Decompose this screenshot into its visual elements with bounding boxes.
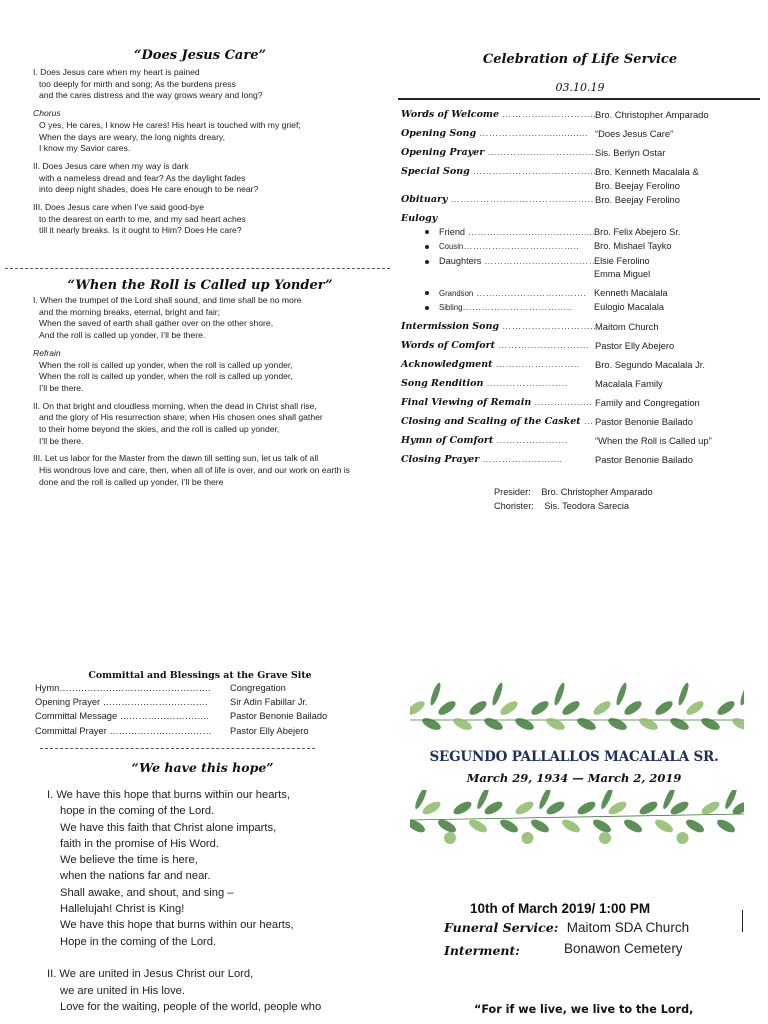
program-item-label: Hymn of Comfort [401, 434, 494, 446]
program-item-label: Song Rendition [401, 377, 484, 389]
eulogy-who: Grandson [439, 288, 474, 298]
committal-row [35, 725, 309, 736]
fern-icon [429, 682, 443, 707]
leaf-icon [591, 699, 613, 718]
committal-person: Pastor Benonie Bailado [230, 711, 328, 722]
program-item-value: Pastor Benonie Bailado [595, 453, 693, 465]
leader-dots: …………………. [493, 434, 568, 446]
lyric-line: O yes, He cares, I know He cares! His heart is touched with my grief; [39, 119, 301, 130]
program-row [401, 340, 768, 357]
leaf-icon [576, 799, 598, 817]
fern-icon [739, 682, 744, 707]
program-item-label: Closing Prayer [401, 453, 480, 465]
lyric-line: faith in the promise of His Word. [60, 837, 219, 850]
program-row [401, 397, 768, 414]
lyric-line: Love for the waiting, people of the world, people who [60, 1000, 322, 1013]
program-item-label: Words of Welcome [401, 109, 500, 120]
committal-item: Hymn…………………………………………. [35, 683, 211, 693]
program-row [401, 194, 768, 211]
chorister-name: Sis. Teodora Sarecia [544, 501, 629, 511]
program-item-value: Maitom Church [595, 321, 659, 333]
program-row [401, 359, 768, 376]
eulogy-speaker: Emma Miguel [594, 268, 651, 279]
leaf-icon [731, 716, 744, 732]
lyric-line: and the glory of His resurrection share; when His chosen ones shall gather [39, 412, 323, 423]
bullet-icon [425, 245, 429, 249]
lyric-line: I’ll be there. [39, 435, 84, 446]
leaf-icon [436, 699, 458, 718]
program-row [401, 416, 768, 433]
deceased-name: SEGUNDO PALLALLOS MACALALA SR. [429, 749, 719, 765]
eulogy-speaker: Eulogio Macalala [594, 302, 664, 313]
lyric-line: Refrain [33, 347, 61, 358]
leaf-icon [653, 699, 675, 718]
leaf-icon [591, 817, 613, 835]
program-item-value: Bro. Beejay Ferolino [595, 179, 680, 191]
stem [410, 814, 744, 820]
program-row [401, 109, 768, 126]
leader-dots: ………………….... [479, 453, 563, 465]
leader-dots: ……………………….. [499, 321, 597, 333]
leaf-icon [560, 699, 582, 718]
lyric-line: III. Let us labor for the Master from the dawn till setting sun, let us talk of all [33, 453, 319, 464]
program-row [401, 454, 768, 471]
lyric-line: I. When the trumpet of the Lord shall sound, and time shall be no more [33, 295, 302, 305]
eucalyptus-leaf-icon [599, 832, 611, 844]
leaf-icon [467, 699, 489, 718]
lyric-line: till it nearly breaks. Is it ought to Him? Does He care? [39, 225, 242, 236]
leaf-icon [622, 699, 644, 718]
song-lyrics-does-jesus-care [33, 67, 301, 237]
lyric-line: Shall awake, and shout, and sing – [60, 886, 234, 899]
eulogy-row [425, 226, 681, 237]
eulogy-row [425, 287, 668, 298]
leaf-icon [483, 716, 505, 732]
eulogy-speaker: Bro. Felix Abejero Sr. [594, 226, 681, 237]
leaf-icon [410, 699, 427, 718]
divider [40, 748, 315, 749]
leaf-icon [576, 716, 598, 732]
closing-verse: “For if we live, we live to the Lord, [474, 1003, 694, 1016]
song-lyrics-roll-called [33, 295, 350, 489]
program-item-label: Obituary [401, 193, 448, 205]
presider-name: Bro. Christopher Amparado [541, 487, 653, 497]
fern-icon [553, 682, 567, 707]
leaf-border-top [410, 680, 744, 732]
program-row [401, 128, 768, 145]
program-rule [398, 98, 760, 100]
program-item-label: Final Viewing of Remain [401, 396, 532, 408]
leaf-icon [607, 716, 629, 732]
fern-icon [491, 682, 505, 707]
presider-line [494, 487, 653, 497]
funeral-service-label: Funeral Service: [444, 920, 559, 935]
leaf-icon [498, 817, 520, 835]
lyric-line: When the roll is called up yonder, when the roll is called up yonder, [39, 359, 293, 370]
lyric-line: When the roll is called up yonder, when the roll is called up yonder, [39, 371, 293, 382]
leaf-icon [529, 817, 551, 835]
interment-value: Bonawon Cemetery [564, 941, 683, 956]
lyric-line: hope in the coming of the Lord. [60, 805, 215, 818]
leader-dots: ………………................. [476, 127, 588, 139]
leader-dots: …….………………………. [473, 287, 587, 298]
lyric-line: done and the roll is called up yonder, I’ll be there [39, 476, 224, 487]
lyric-line: Hallelujah! Christ is King! [60, 903, 185, 916]
lyric-line: II. Does Jesus care when my way is dark [33, 160, 189, 171]
lyric-line: Chorus [33, 108, 61, 119]
program-date: 03.10.19 [555, 81, 605, 94]
chorister-label: Chorister: [494, 501, 534, 511]
leader-dots: ……………………………… [481, 256, 599, 267]
leader-dots: ……………………………........ [465, 226, 596, 237]
lyric-line: I’ll be there. [39, 382, 84, 393]
leaf-icon [483, 799, 505, 817]
committal-row [35, 697, 308, 708]
leader-dots: … [580, 415, 594, 427]
bullet-icon [425, 306, 429, 310]
leaf-icon [421, 716, 443, 732]
leaf-icon [669, 799, 691, 817]
program-item-value: Pastor Benonie Bailado [595, 415, 693, 427]
leaf-border-bottom [410, 790, 744, 850]
presider-label: Presider: [494, 487, 531, 497]
program-row [401, 378, 768, 395]
committal-item: Committal Message ……………………….. [35, 711, 209, 722]
committal-person: Pastor Elly Abejero [230, 725, 309, 736]
lyric-line: His wondrous love and care, then, when all of life is over, and our work on earth is [39, 465, 350, 476]
leaf-icon [669, 716, 691, 732]
program-item-label: Closing and Scaling of the Casket [401, 415, 581, 427]
program-row [401, 321, 768, 338]
song-title-roll-called: “When the Roll is Called up Yonder” [67, 278, 333, 293]
leaf-icon [498, 699, 520, 718]
committal-title: Committal and Blessings at the Grave Site [88, 670, 312, 681]
program-item-label: Words of Comfort [401, 340, 496, 352]
song-title-we-have-hope: “We have this hope” [131, 760, 274, 775]
chorister-line [494, 501, 629, 511]
committal-item: Opening Prayer ……………………………. [35, 697, 208, 708]
lyric-line: I. We have this hope that burns within our hearts, [47, 789, 290, 801]
eulogy-row [425, 241, 672, 252]
interment-label: Interment: [444, 943, 520, 958]
lyric-line: Hope in the coming of the Lord. [60, 935, 217, 948]
lyric-line: We believe the time is here, [60, 854, 198, 867]
leaf-icon [622, 817, 644, 835]
leader-dots: …………………………….. [462, 302, 573, 313]
eulogy-who: Friend [439, 226, 466, 237]
lyric-line: with a nameless dread and fear? As the daylight fades [39, 172, 246, 183]
leader-dots: …………………………………….. [447, 193, 594, 205]
song-title-does-jesus-care: “Does Jesus Care” [134, 48, 266, 63]
leaf-icon [545, 799, 567, 817]
program-item-label: Eulogy [401, 212, 438, 224]
lyric-line: and the cares distress and the way grows weary and long? [39, 90, 263, 101]
eulogy-who: Sibling [439, 303, 463, 313]
lyric-line: When the days are weary, the long nights dreary, [39, 131, 225, 142]
bullet-icon [425, 291, 429, 295]
lyric-line: to their home beyond the skies, and the roll is called up yonder, [39, 424, 280, 435]
program-item-value: Macalala Family [595, 377, 663, 389]
program-item-label: Special Song [401, 165, 470, 177]
program-item-value: “Does Jesus Care” [595, 127, 674, 139]
program-item-value: Bro. Christopher Amparado [595, 109, 709, 120]
lyric-line [47, 950, 321, 966]
leaf-icon [638, 716, 660, 732]
program-item-label: Acknowledgment [401, 359, 493, 370]
leader-dots: ……………………………. [484, 146, 598, 158]
leaf-icon [700, 716, 722, 732]
leaf-icon [514, 716, 536, 732]
lyric-line: when the nations far and near. [60, 870, 211, 883]
bullet-icon [425, 230, 429, 234]
lyric-line: and the morning breaks, eternal, bright and fair; [39, 306, 221, 317]
lyric-line: we are united in His love. [60, 984, 185, 997]
eulogy-row [425, 302, 664, 313]
eulogy-speaker: Bro. Mishael Tayko [594, 241, 672, 252]
program-item-label: Intermission Song [401, 321, 500, 333]
fern-icon [615, 682, 629, 707]
eucalyptus-leaf-icon [677, 832, 689, 844]
committal-person: Congregation [230, 683, 286, 693]
interment-line [444, 942, 520, 960]
text-cursor [742, 910, 743, 932]
leaf-icon [452, 799, 474, 817]
eulogy-speaker: Elsie Ferolino [594, 256, 650, 267]
leaf-icon [529, 699, 551, 718]
program-item-value: Family and Congregation [595, 396, 700, 408]
leaf-icon [715, 817, 737, 835]
eulogy-who: Daughters [439, 256, 482, 267]
leaf-icon [638, 799, 660, 817]
committal-person: Sir Adin Fabillar Jr. [230, 697, 308, 708]
lyric-line: II. We are united in Jesus Christ our Lord, [47, 968, 254, 981]
funeral-service-value: Maitom SDA Church [566, 920, 690, 935]
leader-dots: ……………………. [483, 377, 568, 389]
leaf-icon [653, 817, 675, 835]
eucalyptus-leaf-icon [444, 832, 456, 844]
program-row [401, 147, 768, 164]
program-item-value: Bro. Beejay Ferolino [595, 193, 680, 205]
program-item-value: Pastor Elly Abejero [595, 340, 675, 352]
lyric-line: I know my Savior cares. [39, 143, 131, 154]
leader-dots: ………………………..…….. [463, 241, 580, 252]
leaf-icon [607, 799, 629, 817]
divider [5, 268, 390, 269]
committal-row [35, 711, 328, 722]
lyric-line: I. Does Jesus care when my heart is pained [33, 67, 200, 77]
lyric-line: When the saved of earth shall gather over on the other shore, [39, 318, 274, 329]
eulogy-who: Cousin [439, 242, 464, 252]
life-dates: March 29, 1934 — March 2, 2019 [466, 771, 682, 785]
leaf-icon [545, 716, 567, 732]
eulogy-row [425, 256, 650, 267]
lyric-line: to the dearest on earth to me, and my sad heart aches [39, 213, 246, 224]
leaf-icon [684, 817, 706, 835]
leaf-icon [467, 817, 489, 835]
program-item-value: Sis. Berlyn Ostar [595, 146, 666, 158]
bullet-icon [425, 260, 429, 264]
program-row [401, 435, 768, 452]
leader-dots: ……………………………….. [469, 165, 597, 177]
program-item-value: “When the Roll is Called up” [595, 434, 712, 446]
lyric-line: III. Does Jesus care when I’ve said good-bye [33, 202, 205, 213]
program-item-label: Opening Prayer [401, 146, 485, 158]
service-datetime: 10th of March 2019/ 1:00 PM [470, 901, 651, 916]
program-item-value: Bro. Kenneth Macalala & [595, 165, 699, 177]
song-lyrics-we-have-hope [47, 787, 321, 1015]
committal-row [35, 683, 286, 693]
lyric-line: too deeply for mirth and song; As the burdens press [39, 78, 236, 89]
leaf-icon [560, 817, 582, 835]
lyric-line: We have this hope that burns within our hearts, [60, 919, 294, 932]
funeral-service-line [444, 919, 689, 937]
leader-dots: ………………………. [495, 340, 590, 352]
leaf-icon [684, 699, 706, 718]
leaf-icon [452, 716, 474, 732]
program-item-label: Opening Song [401, 127, 477, 139]
lyric-line: And the roll is called up yonder, I’ll be there. [39, 330, 206, 341]
leaf-icon [715, 699, 737, 718]
committal-item: Committal Prayer …………………………… [35, 725, 212, 736]
program-item-value: Bro. Segundo Macalala Jr. [595, 359, 705, 370]
leader-dots: ……………………….. [499, 109, 597, 120]
lyric-line: II. On that bright and cloudless morning, when the dead in Christ shall rise, [33, 400, 317, 411]
lyric-line: into deep night shades, does He care enough to be near? [39, 184, 259, 195]
leaf-icon [421, 799, 443, 817]
lyric-line: We have this faith that Christ alone imparts, [60, 821, 277, 834]
leaf-icon [514, 799, 536, 817]
eulogy-speaker: Kenneth Macalala [594, 287, 668, 298]
eucalyptus-leaf-icon [522, 832, 534, 844]
program-title: Celebration of Life Service [482, 52, 678, 67]
leader-dots: …………………….. [492, 359, 580, 370]
leader-dots: ……………... [531, 396, 592, 408]
fern-icon [677, 682, 691, 707]
